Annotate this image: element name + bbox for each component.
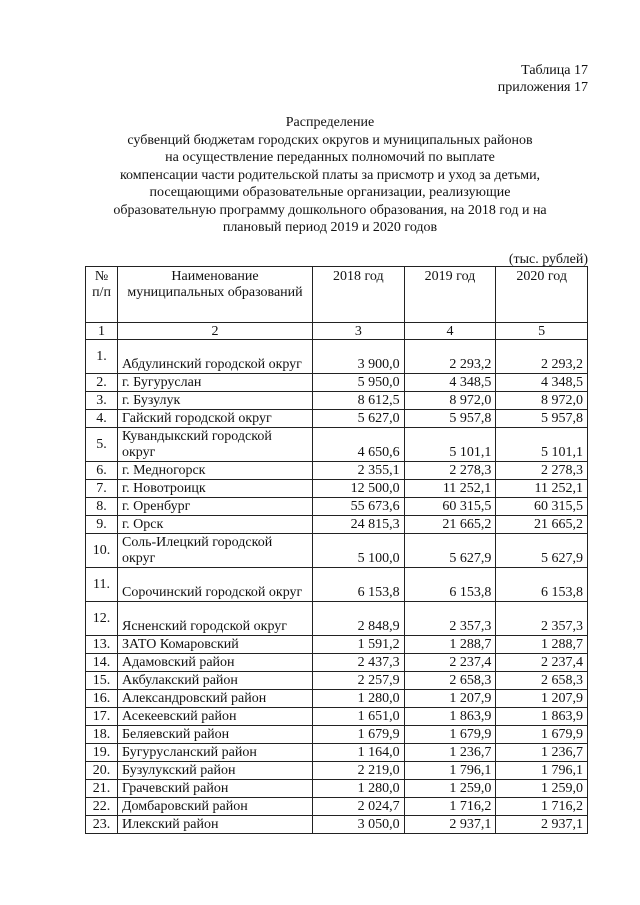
table-row bbox=[86, 762, 588, 780]
value-2019: 1 796,1 bbox=[404, 762, 496, 780]
title-line: плановый период 2019 и 2020 годов bbox=[222, 220, 438, 235]
table-row bbox=[86, 568, 588, 602]
value-2019: 2 293,2 bbox=[404, 340, 496, 374]
municipality-name: Бугурусланский район bbox=[118, 744, 313, 762]
column-index: 3 bbox=[313, 323, 405, 340]
value-2020: 4 348,5 bbox=[496, 374, 588, 392]
table-row bbox=[86, 654, 588, 672]
table-row bbox=[86, 462, 588, 480]
value-2019: 6 153,8 bbox=[404, 568, 496, 602]
value-2019: 1 863,9 bbox=[404, 708, 496, 726]
table-row bbox=[86, 744, 588, 762]
row-number: 18. bbox=[86, 726, 118, 744]
value-2018: 1 651,0 bbox=[313, 708, 405, 726]
value-2020: 1 207,9 bbox=[496, 690, 588, 708]
value-2018: 6 153,8 bbox=[313, 568, 405, 602]
value-2018: 2 024,7 bbox=[313, 798, 405, 816]
value-2020: 2 237,4 bbox=[496, 654, 588, 672]
value-2019: 2 658,3 bbox=[404, 672, 496, 690]
table-row bbox=[86, 780, 588, 798]
value-2019: 60 315,5 bbox=[404, 498, 496, 516]
row-number: 5. bbox=[86, 428, 118, 462]
row-number: 17. bbox=[86, 708, 118, 726]
table-row bbox=[86, 726, 588, 744]
table-header-row bbox=[86, 267, 588, 323]
row-number: 21. bbox=[86, 780, 118, 798]
municipality-name: г. Медногорск bbox=[118, 462, 313, 480]
column-index: 5 bbox=[496, 323, 588, 340]
row-number: 9. bbox=[86, 516, 118, 534]
value-2018: 3 900,0 bbox=[313, 340, 405, 374]
row-number: 6. bbox=[86, 462, 118, 480]
row-number: 1. bbox=[86, 340, 118, 374]
value-2018: 4 650,6 bbox=[313, 428, 405, 462]
table-row bbox=[86, 690, 588, 708]
appendix-reference: приложения 17 bbox=[497, 80, 588, 95]
column-header-2019: 2019 год bbox=[404, 267, 496, 323]
value-2019: 1 288,7 bbox=[404, 636, 496, 654]
table-number: Таблица 17 bbox=[521, 63, 588, 78]
value-2018: 2 355,1 bbox=[313, 462, 405, 480]
municipality-name: Кувандыкский городской округ bbox=[118, 428, 313, 462]
value-2018: 2 257,9 bbox=[313, 672, 405, 690]
value-2018: 2 219,0 bbox=[313, 762, 405, 780]
row-number: 7. bbox=[86, 480, 118, 498]
municipality-name: Илекский район bbox=[118, 816, 313, 834]
value-2020: 1 679,9 bbox=[496, 726, 588, 744]
municipality-name: г. Новотроицк bbox=[118, 480, 313, 498]
municipality-name: Сорочинский городской округ bbox=[118, 568, 313, 602]
municipality-name: Абдулинский городской округ bbox=[118, 340, 313, 374]
municipality-name: Александровский район bbox=[118, 690, 313, 708]
column-index: 1 bbox=[86, 323, 118, 340]
value-2020: 5 101,1 bbox=[496, 428, 588, 462]
column-header-2020: 2020 год bbox=[496, 267, 588, 323]
table-row bbox=[86, 480, 588, 498]
value-2018: 1 591,2 bbox=[313, 636, 405, 654]
value-2020: 1 236,7 bbox=[496, 744, 588, 762]
municipality-name: ЗАТО Комаровский bbox=[118, 636, 313, 654]
value-2020: 5 957,8 bbox=[496, 410, 588, 428]
table-row bbox=[86, 340, 588, 374]
value-2019: 1 259,0 bbox=[404, 780, 496, 798]
value-2018: 1 280,0 bbox=[313, 780, 405, 798]
municipality-name: Адамовский район bbox=[118, 654, 313, 672]
value-2020: 2 937,1 bbox=[496, 816, 588, 834]
value-2018: 1 679,9 bbox=[313, 726, 405, 744]
table-row bbox=[86, 392, 588, 410]
row-number: 20. bbox=[86, 762, 118, 780]
value-2019: 2 357,3 bbox=[404, 602, 496, 636]
row-number: 22. bbox=[86, 798, 118, 816]
row-number: 3. bbox=[86, 392, 118, 410]
table-row bbox=[86, 672, 588, 690]
municipality-name: г. Бугуруслан bbox=[118, 374, 313, 392]
title-line: на осуществление переданных полномочий по выплате bbox=[165, 150, 495, 165]
table-row bbox=[86, 410, 588, 428]
value-2018: 5 627,0 bbox=[313, 410, 405, 428]
value-2018: 24 815,3 bbox=[313, 516, 405, 534]
value-2020: 21 665,2 bbox=[496, 516, 588, 534]
value-2019: 2 937,1 bbox=[404, 816, 496, 834]
value-2019: 1 207,9 bbox=[404, 690, 496, 708]
municipality-name: Гайский городской округ bbox=[118, 410, 313, 428]
table-row bbox=[86, 602, 588, 636]
value-2020: 5 627,9 bbox=[496, 534, 588, 568]
value-2019: 8 972,0 bbox=[404, 392, 496, 410]
value-2018: 3 050,0 bbox=[313, 816, 405, 834]
row-number: 23. bbox=[86, 816, 118, 834]
value-2019: 1 679,9 bbox=[404, 726, 496, 744]
table-row bbox=[86, 498, 588, 516]
municipality-name: Акбулакский район bbox=[118, 672, 313, 690]
value-2020: 2 278,3 bbox=[496, 462, 588, 480]
value-2019: 1 716,2 bbox=[404, 798, 496, 816]
value-2019: 21 665,2 bbox=[404, 516, 496, 534]
municipality-name: г. Бузулук bbox=[118, 392, 313, 410]
value-2018: 2 437,3 bbox=[313, 654, 405, 672]
title-line: посещающими образовательные организации, реализующие bbox=[149, 185, 511, 200]
row-number: 12. bbox=[86, 602, 118, 636]
value-2020: 1 259,0 bbox=[496, 780, 588, 798]
value-2018: 12 500,0 bbox=[313, 480, 405, 498]
value-2019: 4 348,5 bbox=[404, 374, 496, 392]
row-number: 15. bbox=[86, 672, 118, 690]
units-note: (тыс. рублей) bbox=[508, 252, 588, 267]
column-header-name: Наименование муниципальных образований bbox=[118, 267, 313, 323]
row-number: 4. bbox=[86, 410, 118, 428]
column-index-row bbox=[86, 323, 588, 340]
row-number: 11. bbox=[86, 568, 118, 602]
value-2020: 60 315,5 bbox=[496, 498, 588, 516]
value-2019: 2 237,4 bbox=[404, 654, 496, 672]
table-row bbox=[86, 534, 588, 568]
column-header-2018: 2018 год bbox=[313, 267, 405, 323]
title-line: Распределение bbox=[285, 115, 375, 130]
value-2018: 2 848,9 bbox=[313, 602, 405, 636]
subvention-table bbox=[85, 266, 588, 834]
value-2020: 1 716,2 bbox=[496, 798, 588, 816]
municipality-name: Соль-Илецкий городской округ bbox=[118, 534, 313, 568]
municipality-name: Бузулукский район bbox=[118, 762, 313, 780]
row-number: 19. bbox=[86, 744, 118, 762]
row-number: 14. bbox=[86, 654, 118, 672]
table-row bbox=[86, 636, 588, 654]
value-2019: 5 957,8 bbox=[404, 410, 496, 428]
title-line: образовательную программу дошкольного образования, на 2018 год и на bbox=[113, 202, 547, 218]
column-header-number: № п/п bbox=[86, 267, 118, 323]
value-2019: 5 101,1 bbox=[404, 428, 496, 462]
row-number: 10. bbox=[86, 534, 118, 568]
table-label bbox=[498, 62, 588, 96]
column-index: 2 bbox=[118, 323, 313, 340]
value-2020: 8 972,0 bbox=[496, 392, 588, 410]
row-number: 13. bbox=[86, 636, 118, 654]
value-2020: 2 357,3 bbox=[496, 602, 588, 636]
value-2018: 8 612,5 bbox=[313, 392, 405, 410]
value-2018: 1 164,0 bbox=[313, 744, 405, 762]
row-number: 8. bbox=[86, 498, 118, 516]
municipality-name: Грачевский район bbox=[118, 780, 313, 798]
table-row bbox=[86, 798, 588, 816]
value-2018: 5 100,0 bbox=[313, 534, 405, 568]
row-number: 16. bbox=[86, 690, 118, 708]
value-2019: 1 236,7 bbox=[404, 744, 496, 762]
row-number: 2. bbox=[86, 374, 118, 392]
value-2018: 5 950,0 bbox=[313, 374, 405, 392]
value-2019: 5 627,9 bbox=[404, 534, 496, 568]
value-2020: 11 252,1 bbox=[496, 480, 588, 498]
value-2020: 1 796,1 bbox=[496, 762, 588, 780]
value-2019: 2 278,3 bbox=[404, 462, 496, 480]
municipality-name: Домбаровский район bbox=[118, 798, 313, 816]
title-line: компенсации части родительской платы за присмотр и уход за детьми, bbox=[119, 167, 541, 183]
value-2019: 11 252,1 bbox=[404, 480, 496, 498]
table-row bbox=[86, 374, 588, 392]
value-2020: 6 153,8 bbox=[496, 568, 588, 602]
title-line: субвенций бюджетам городских округов и муниципальных районов bbox=[127, 132, 533, 148]
municipality-name: г. Орск bbox=[118, 516, 313, 534]
municipality-name: Ясненский городской округ bbox=[118, 602, 313, 636]
table-row bbox=[86, 516, 588, 534]
document-title bbox=[70, 114, 590, 237]
column-index: 4 bbox=[404, 323, 496, 340]
municipality-name: Беляевский район bbox=[118, 726, 313, 744]
table-row bbox=[86, 708, 588, 726]
value-2018: 55 673,6 bbox=[313, 498, 405, 516]
value-2020: 1 288,7 bbox=[496, 636, 588, 654]
municipality-name: Асекеевский район bbox=[118, 708, 313, 726]
table-row bbox=[86, 816, 588, 834]
value-2020: 1 863,9 bbox=[496, 708, 588, 726]
municipality-name: г. Оренбург bbox=[118, 498, 313, 516]
table-row bbox=[86, 428, 588, 462]
value-2020: 2 658,3 bbox=[496, 672, 588, 690]
value-2020: 2 293,2 bbox=[496, 340, 588, 374]
value-2018: 1 280,0 bbox=[313, 690, 405, 708]
